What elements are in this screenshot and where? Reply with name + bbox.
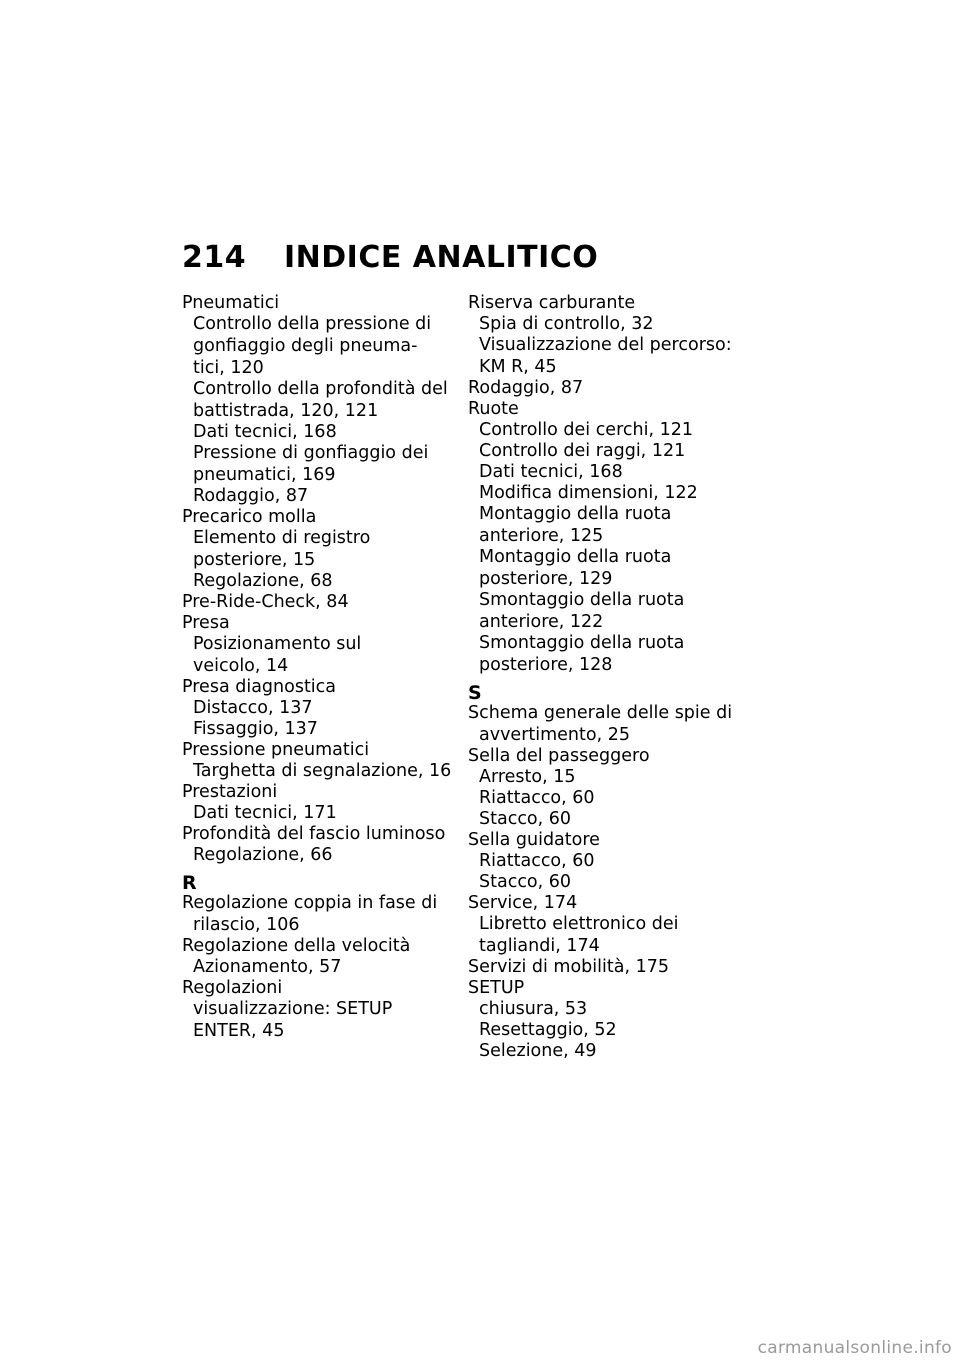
index-entry-continuation: rilascio, 106 [193,915,300,935]
index-subentry: Rodaggio, 87 [193,486,309,506]
index-entry-continuation: battistrada, 120, 121 [193,401,379,421]
index-subentry: Controllo dei raggi, 121 [479,441,686,461]
index-entry: Pre-Ride-Check, 84 [182,592,349,612]
index-entry: Profondità del fascio luminoso [182,824,446,844]
index-subentry: Posizionamento sul [193,634,362,654]
index-entry-continuation: posteriore, 128 [479,655,613,675]
index-column-left [182,293,454,1042]
index-subentry: Regolazione, 66 [193,845,333,865]
index-subentry: Azionamento, 57 [193,957,342,977]
index-entry: Service, 174 [468,893,578,913]
index-subentry: Regolazione, 68 [193,571,333,591]
index-subentry: visualizzazione: SETUP [193,999,393,1019]
index-subentry: Controllo della pressione di [193,314,432,334]
index-entry: Schema generale delle spie di [468,703,733,723]
index-entry: Regolazioni [182,978,283,998]
index-entry: Presa diagnostica [182,677,337,697]
index-entry-continuation: ENTER, 45 [193,1021,285,1041]
index-entry-continuation: gonfiaggio degli pneuma- [193,336,418,356]
index-subentry: Arresto, 15 [479,767,576,787]
index-entry: Riserva carburante [468,293,636,313]
index-subentry: Distacco, 137 [193,698,313,718]
page-header [182,240,598,275]
index-entry: Regolazione coppia in fase di [182,893,438,913]
index-subentry: Pressione di gonfiaggio dei [193,443,429,463]
index-entry: Ruote [468,399,519,419]
index-subentry: Montaggio della ruota [479,547,672,567]
watermark[interactable]: carmanualsonline.info [757,1338,952,1358]
index-subentry: Visualizzazione del percorso: [479,335,732,355]
index-entry-continuation: KM R, 45 [479,357,557,377]
index-entry-continuation: tici, 120 [193,358,264,378]
index-entry-continuation: posteriore, 15 [193,550,316,570]
index-entry: SETUP [468,978,525,998]
index-subentry: Elemento di registro [193,528,371,548]
index-subentry: Smontaggio della ruota [479,633,685,653]
page-title: INDICE ANALITICO [284,240,599,275]
index-subentry: Riattacco, 60 [479,851,595,871]
index-entry: Regolazione della velocità [182,936,411,956]
index-entry: Presa [182,613,230,633]
index-section-letter: S [468,682,482,704]
index-subentry: Targhetta di segnalazione, 16 [193,761,452,781]
index-entry: Pressione pneumatici [182,740,370,760]
index-subentry: chiusura, 53 [479,999,588,1019]
index-subentry: Stacco, 60 [479,872,572,892]
index-entry: Sella guidatore [468,830,600,850]
index-subentry: Dati tecnici, 171 [193,803,337,823]
index-subentry: Fissaggio, 137 [193,719,318,739]
index-subentry: Stacco, 60 [479,809,572,829]
index-entry-continuation: veicolo, 14 [193,656,289,676]
index-subentry: Selezione, 49 [479,1041,597,1061]
index-subentry: Controllo dei cerchi, 121 [479,420,693,440]
index-subentry: Montaggio della ruota [479,504,672,524]
index-subentry: Dati tecnici, 168 [479,462,623,482]
index-entry-continuation: avvertimento, 25 [479,725,630,745]
index-entry: Precarico molla [182,507,317,527]
index-entry: Sella del passeggero [468,746,650,766]
index-entry-continuation: tagliandi, 174 [479,936,600,956]
index-subentry: Spia di controllo, 32 [479,314,654,334]
index-entry-continuation: anteriore, 122 [479,612,604,632]
index-entry: Pneumatici [182,293,280,313]
index-entry-continuation: anteriore, 125 [479,526,604,546]
index-entry: Rodaggio, 87 [468,378,584,398]
index-entry: Prestazioni [182,782,278,802]
index-subentry: Smontaggio della ruota [479,590,685,610]
index-entry-continuation: pneumatici, 169 [193,465,336,485]
index-entry: Servizi di mobilità, 175 [468,957,669,977]
index-entry-continuation: posteriore, 129 [479,569,613,589]
page-number: 214 [182,240,247,275]
index-column-right [468,293,740,1062]
index-subentry: Riattacco, 60 [479,788,595,808]
index-subentry: Dati tecnici, 168 [193,422,337,442]
index-subentry: Resettaggio, 52 [479,1020,617,1040]
index-subentry: Modifica dimensioni, 122 [479,483,698,503]
index-subentry: Controllo della profondità del [193,379,448,399]
index-section-letter: R [182,872,197,894]
index-subentry: Libretto elettronico dei [479,914,679,934]
